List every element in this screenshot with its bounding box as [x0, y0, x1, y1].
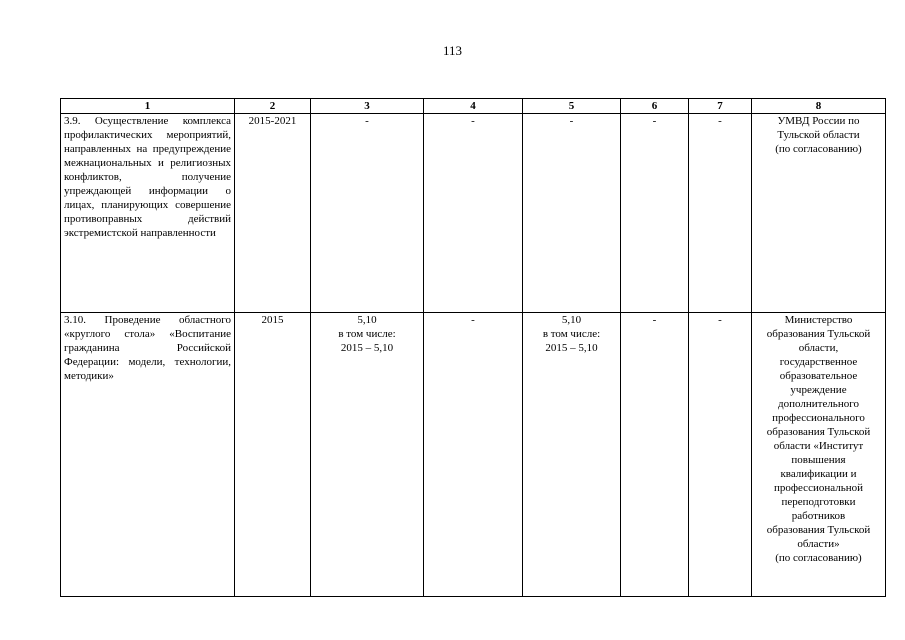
program-table [60, 98, 886, 597]
page-number: 113 [442, 43, 463, 58]
column-header: 5 [523, 99, 621, 114]
table-row [61, 114, 886, 313]
executor-cell: УМВД России по Тульской области (по согласованию) [752, 114, 886, 313]
column-header: 2 [235, 99, 311, 114]
table-header-row [61, 99, 886, 114]
column-header: 1 [61, 99, 235, 114]
other-funding-cell: - [689, 114, 752, 313]
period-cell: 2015 [235, 313, 311, 597]
regional-funding-cell: - [523, 114, 621, 313]
total-funding-cell: - [311, 114, 424, 313]
period-cell: 2015-2021 [235, 114, 311, 313]
table-row [61, 313, 886, 597]
activity-cell: 3.10. Проведение областного «круглого стола» «Воспитание гражданина Российской Федерации: модели, технологии, методики» [61, 313, 235, 597]
local-funding-cell: - [621, 313, 689, 597]
local-funding-cell: - [621, 114, 689, 313]
column-header: 7 [689, 99, 752, 114]
column-header: 3 [311, 99, 424, 114]
other-funding-cell: - [689, 313, 752, 597]
column-header: 6 [621, 99, 689, 114]
total-funding-cell: 5,10 в том числе: 2015 – 5,10 [311, 313, 424, 597]
federal-funding-cell: - [424, 114, 523, 313]
activity-cell: 3.9. Осуществление комплекса профилактических мероприятий, направленных на предупреждение межнациональных и религиозных конфликтов, получение упреждающей информации о лицах, планирующих совершение противоправных действий экстремистской направленности [61, 114, 235, 313]
column-header: 8 [752, 99, 886, 114]
column-header: 4 [424, 99, 523, 114]
regional-funding-cell: 5,10 в том числе: 2015 – 5,10 [523, 313, 621, 597]
executor-cell: Министерство образования Тульской области, государственное образовательное учреждение дополнительного профессионального образования Тульской области «Институт повышения квалификации и профессиональной переподготовки работников образования Тульской области» (по согласованию) [752, 313, 886, 597]
federal-funding-cell: - [424, 313, 523, 597]
